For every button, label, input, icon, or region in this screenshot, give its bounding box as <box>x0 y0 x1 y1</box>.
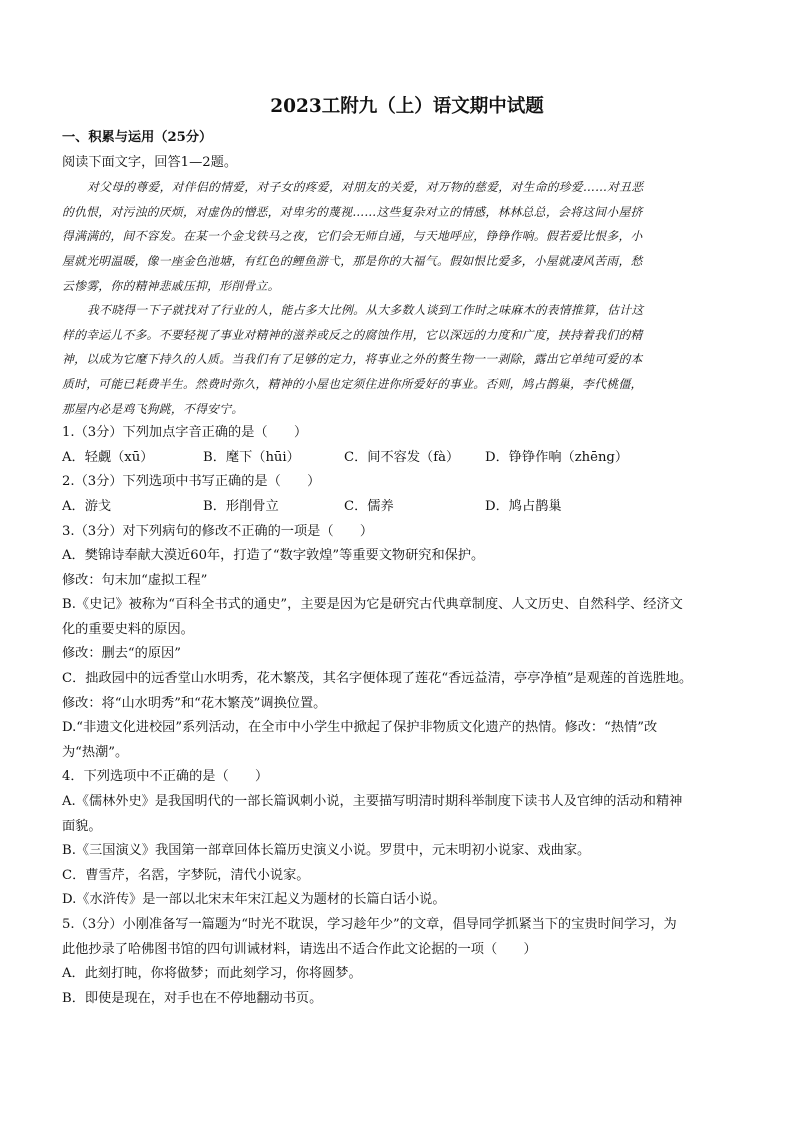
option-c: C．儒养 <box>344 498 394 514</box>
option-text: A．樊锦诗奉献大漠近60年，打造了“数字敦煌”等重要文物研究和保护。 <box>62 548 485 564</box>
option-row <box>62 446 734 471</box>
option-a: A．游戈 <box>62 498 112 514</box>
question-5 <box>62 913 734 1011</box>
option-text: 化的重要史料的原因。 <box>62 621 194 637</box>
option-text: B．即使是现在，对手也在不停地翻动书页。 <box>62 990 323 1006</box>
passage-line: 云惨雾，你的精神悲戚压抑，形削骨立。 <box>62 278 280 293</box>
passage-line: 对父母的尊爱，对伴侣的情爱，对子女的疼爱，对朋友的关爱，对万物的慈爱，对生命的珍爱……对丑恶 <box>87 180 644 195</box>
option-text: D.《水浒传》是一部以北宋末年宋江起义为题材的长篇白话小说。 <box>62 892 446 908</box>
passage-line: 神，以成为它麾下持久的人质。当我们有了足够的定力，将事业之外的赘生物一一剥除，露出它单纯可爱的本 <box>62 352 643 367</box>
question-stem: 5.（3分）小刚准备写一篇题为“时光不耽误，学习趁年少”的文章，倡导同学抓紧当下的宝贵时间学习，为 <box>62 917 677 932</box>
option-c: C．间不容发（fà） <box>344 449 460 465</box>
section-heading: 一、积累与运用（25分） <box>62 130 213 145</box>
passage-line: 我不晓得一下子就找对了行业的人，能占多大比例。从大多数人谈到工作时之味麻木的表情推算，估计这 <box>87 303 644 318</box>
question-stem: 3.（3分）对下列病句的修改不正确的一项是（ ） <box>62 523 374 539</box>
revision-text: 修改：句末加“虚拟工程” <box>62 572 208 588</box>
question-3 <box>62 520 734 766</box>
revision-text: 修改：删去“的原因” <box>62 646 181 662</box>
option-text: C．曹雪芹，名霑，字梦阮，清代小说家。 <box>62 867 310 883</box>
exam-title: 2023工附九（上）语文期中试题 <box>270 96 544 117</box>
question-stem: 此他抄录了哈佛图书馆的四句训诫材料，请选出不适合作此文论据的一项（ ） <box>62 941 537 957</box>
question-stem: 2.（3分）下列选项中书写正确的是（ ） <box>62 474 321 490</box>
option-text: A.《儒林外史》是我国明代的一部长篇讽刺小说，主要描写明清时期科举制度下读书人及官绅的活动和精神 <box>62 794 683 810</box>
reading-instruction: 阅读下面文字，回答1—2题。 <box>62 154 238 170</box>
question-4 <box>62 765 734 913</box>
option-text: B.《史记》被称为“百科全书式的通史”，主要是因为它是研究古代典章制度、人文历史、自然科学、经济文 <box>62 597 683 613</box>
passage-line: 屋就光明温暖，像一座金色池塘，有红色的鲤鱼游弋，那是你的大福气。假如恨比爱多，小屋就凄风苦雨，愁 <box>62 253 643 268</box>
option-text: D.“非遗文化进校园”系列活动，在全市中小学生中掀起了保护非物质文化遗产的热情。修改：“热情”改 <box>62 720 658 736</box>
option-row <box>62 495 734 520</box>
exam-page <box>62 94 734 1011</box>
option-text: C．拙政园中的远香堂山水明秀，花木繁茂，其名字便体现了莲花“香远益清，亭亭净植”是观莲的首选胜地。 <box>62 671 693 687</box>
option-d: D．铮铮作响（zhēng） <box>485 449 629 465</box>
question-1 <box>62 421 734 470</box>
revision-text: 修改：将“山水明秀”和“花木繁茂”调换位置。 <box>62 695 327 711</box>
passage-line: 质时，可能已耗费半生。然费时弥久，精神的小屋也定须住进你所爱好的事业。否则，鸠占鹊巢，李代桃僵， <box>62 376 643 391</box>
option-b: B．形削骨立 <box>203 498 279 514</box>
option-a: A．轻觑（xū） <box>62 449 154 465</box>
option-text: 面貌。 <box>62 818 102 834</box>
passage-line: 的仇恨，对污浊的厌烦，对虚伪的憎恶，对卑劣的蔑视……这些复杂对立的情感，林林总总，会将这间小屋挤 <box>62 204 643 219</box>
passage-line: 那屋内必是鸡飞狗跳，不得安宁。 <box>62 401 244 416</box>
option-b: B．麾下（hūi） <box>203 449 300 465</box>
passage-line: 得满满的，间不容发。在某一个金戈铁马之夜，它们会无师自通，与天地呼应，铮铮作响。假若爱比恨多，小 <box>62 229 643 244</box>
option-text: B.《三国演义》我国第一部章回体长篇历史演义小说。罗贯中，元末明初小说家、戏曲家。 <box>62 843 591 859</box>
question-stem: 4．下列选项中不正确的是（ ） <box>62 769 269 785</box>
option-text: A．此刻打盹，你将做梦；而此刻学习，你将圆梦。 <box>62 966 362 982</box>
question-stem: 1.（3分）下列加点字音正确的是（ ） <box>62 425 308 441</box>
reading-passage <box>62 175 734 421</box>
question-2 <box>62 470 734 519</box>
option-d: D．鸠占鹊巢 <box>485 498 562 514</box>
option-text: 为“热潮”。 <box>62 744 129 760</box>
passage-line: 样的幸运儿不多。不要轻视了事业对精神的滋养或反之的腐蚀作用，它以深远的力度和广度，挟持着我们的精 <box>62 327 643 342</box>
